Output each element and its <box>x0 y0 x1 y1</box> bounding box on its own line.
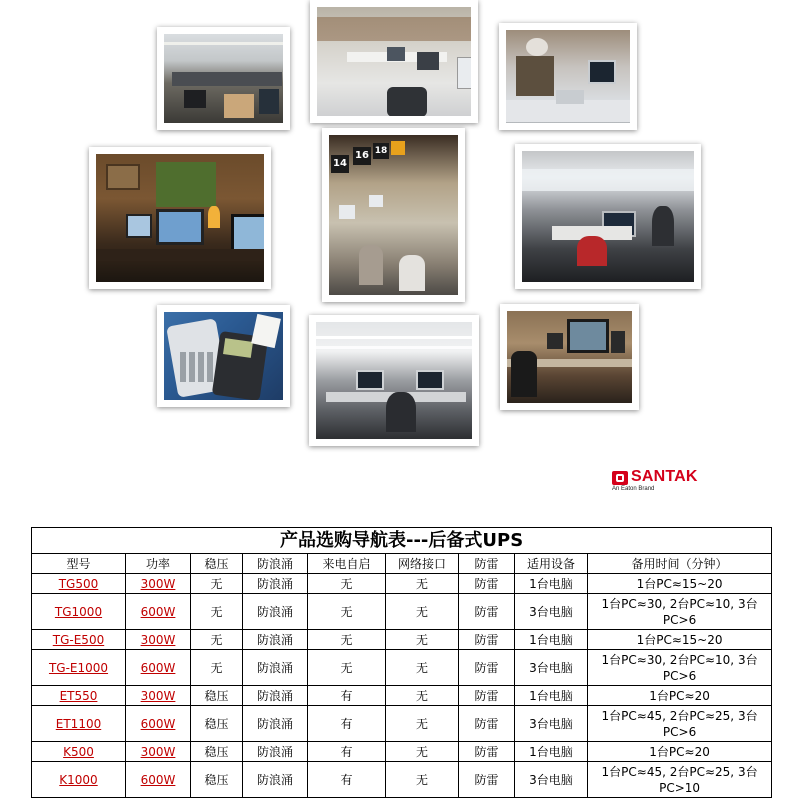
model-link[interactable]: TG1000 <box>54 604 103 619</box>
model-cell <box>32 650 126 686</box>
header-network: 网络接口 <box>386 554 459 574</box>
lightning-cell: 防雷 <box>459 574 515 594</box>
photo-cubicle-office <box>309 315 479 446</box>
power-link[interactable]: 300W <box>140 744 176 759</box>
backup-cell: 1台PC≈15~20 <box>588 574 772 594</box>
table-row <box>32 742 772 762</box>
model-link[interactable]: ET1100 <box>55 716 102 731</box>
surge-cell: 防浪涌 <box>243 594 308 630</box>
network-cell: 无 <box>386 742 459 762</box>
product-navigation-table <box>31 527 772 798</box>
power-cell <box>126 630 191 650</box>
table-row <box>32 650 772 686</box>
header-autostart: 来电自启 <box>308 554 386 574</box>
photo-home-office <box>89 147 271 289</box>
autostart-cell: 无 <box>308 630 386 650</box>
autostart-cell: 无 <box>308 650 386 686</box>
lightning-cell: 防雷 <box>459 630 515 650</box>
autostart-cell: 无 <box>308 574 386 594</box>
model-cell <box>32 574 126 594</box>
network-cell: 无 <box>386 762 459 798</box>
backup-cell: 1台PC≈30, 2台PC≈10, 3台PC>6 <box>588 594 772 630</box>
backup-cell: 1台PC≈20 <box>588 686 772 706</box>
regulation-cell: 稳压 <box>191 706 243 742</box>
model-cell <box>32 742 126 762</box>
photo-open-office <box>157 27 290 130</box>
header-lightning: 防雷 <box>459 554 515 574</box>
surge-cell: 防浪涌 <box>243 742 308 762</box>
table-row <box>32 594 772 630</box>
power-link[interactable]: 300W <box>140 632 176 647</box>
model-link[interactable]: ET550 <box>59 688 98 703</box>
regulation-cell: 无 <box>191 594 243 630</box>
regulation-cell: 无 <box>191 650 243 686</box>
power-link[interactable]: 600W <box>140 660 176 675</box>
santak-logo <box>612 468 712 498</box>
lightning-cell: 防雷 <box>459 650 515 686</box>
model-cell <box>32 762 126 798</box>
table-header-row <box>32 554 772 574</box>
surge-cell: 防浪涌 <box>243 686 308 706</box>
surge-cell: 防浪涌 <box>243 574 308 594</box>
backup-cell: 1台PC≈45, 2台PC≈25, 3台PC>6 <box>588 706 772 742</box>
power-cell <box>126 706 191 742</box>
network-cell: 无 <box>386 706 459 742</box>
header-surge: 防浪涌 <box>243 554 308 574</box>
header-model: 型号 <box>32 554 126 574</box>
power-cell <box>126 686 191 706</box>
device-cell: 1台电脑 <box>515 630 588 650</box>
power-cell <box>126 650 191 686</box>
autostart-cell: 有 <box>308 742 386 762</box>
backup-cell: 1台PC≈20 <box>588 742 772 762</box>
power-cell <box>126 574 191 594</box>
header-regulation: 稳压 <box>191 554 243 574</box>
network-cell: 无 <box>386 630 459 650</box>
network-cell: 无 <box>386 594 459 630</box>
header-power: 功率 <box>126 554 191 574</box>
model-cell <box>32 706 126 742</box>
surge-cell: 防浪涌 <box>243 762 308 798</box>
header-device: 适用设备 <box>515 554 588 574</box>
regulation-cell: 稳压 <box>191 686 243 706</box>
lightning-cell: 防雷 <box>459 594 515 630</box>
surge-cell: 防浪涌 <box>243 706 308 742</box>
model-cell <box>32 594 126 630</box>
lightning-cell: 防雷 <box>459 686 515 706</box>
regulation-cell: 稳压 <box>191 762 243 798</box>
backup-cell: 1台PC≈30, 2台PC≈10, 3台PC>6 <box>588 650 772 686</box>
lightning-cell: 防雷 <box>459 762 515 798</box>
power-link[interactable]: 600W <box>140 716 176 731</box>
table-row <box>32 706 772 742</box>
power-cell <box>126 742 191 762</box>
device-cell: 1台电脑 <box>515 742 588 762</box>
device-cell: 1台电脑 <box>515 574 588 594</box>
model-cell <box>32 630 126 650</box>
autostart-cell: 有 <box>308 706 386 742</box>
model-link[interactable]: K500 <box>63 744 94 759</box>
photo-pos-terminal <box>157 305 290 407</box>
device-cell: 3台电脑 <box>515 706 588 742</box>
table-row <box>32 686 772 706</box>
power-link[interactable]: 600W <box>140 772 176 787</box>
table-title: 产品选购导航表---后备式UPS <box>32 528 772 554</box>
power-link[interactable]: 300W <box>140 576 176 591</box>
photo-large-office <box>515 144 701 289</box>
autostart-cell: 有 <box>308 762 386 798</box>
lightning-cell: 防雷 <box>459 706 515 742</box>
model-link[interactable]: K1000 <box>59 772 98 787</box>
model-cell <box>32 686 126 706</box>
autostart-cell: 无 <box>308 594 386 630</box>
photo-service-hall: 14 16 18 <box>322 128 465 302</box>
device-cell: 1台电脑 <box>515 686 588 706</box>
lightning-cell: 防雷 <box>459 742 515 762</box>
backup-cell: 1台PC≈15~20 <box>588 630 772 650</box>
power-link[interactable]: 600W <box>140 604 176 619</box>
santak-logo-icon <box>612 471 628 485</box>
table-row <box>32 630 772 650</box>
regulation-cell: 无 <box>191 630 243 650</box>
backup-cell: 1台PC≈45, 2台PC≈25, 3台PC>10 <box>588 762 772 798</box>
network-cell: 无 <box>386 650 459 686</box>
logo-tagline: An Eaton Brand <box>612 486 655 492</box>
power-link[interactable]: 300W <box>140 688 176 703</box>
surge-cell: 防浪涌 <box>243 630 308 650</box>
regulation-cell: 稳压 <box>191 742 243 762</box>
header-backup: 备用时间（分钟） <box>588 554 772 574</box>
device-cell: 3台电脑 <box>515 594 588 630</box>
photo-cashier <box>499 23 637 130</box>
regulation-cell: 无 <box>191 574 243 594</box>
network-cell: 无 <box>386 686 459 706</box>
device-cell: 3台电脑 <box>515 762 588 798</box>
model-link[interactable]: TG500 <box>58 576 99 591</box>
power-cell <box>126 594 191 630</box>
photo-monitoring-desk <box>500 304 639 410</box>
model-link[interactable]: TG-E1000 <box>48 660 109 675</box>
network-cell: 无 <box>386 574 459 594</box>
autostart-cell: 有 <box>308 686 386 706</box>
logo-brand: SANTAK <box>631 468 698 485</box>
table-row <box>32 574 772 594</box>
table-row <box>32 762 772 798</box>
photo-office-desks <box>310 0 478 123</box>
model-link[interactable]: TG-E500 <box>52 632 105 647</box>
surge-cell: 防浪涌 <box>243 650 308 686</box>
device-cell: 3台电脑 <box>515 650 588 686</box>
power-cell <box>126 762 191 798</box>
